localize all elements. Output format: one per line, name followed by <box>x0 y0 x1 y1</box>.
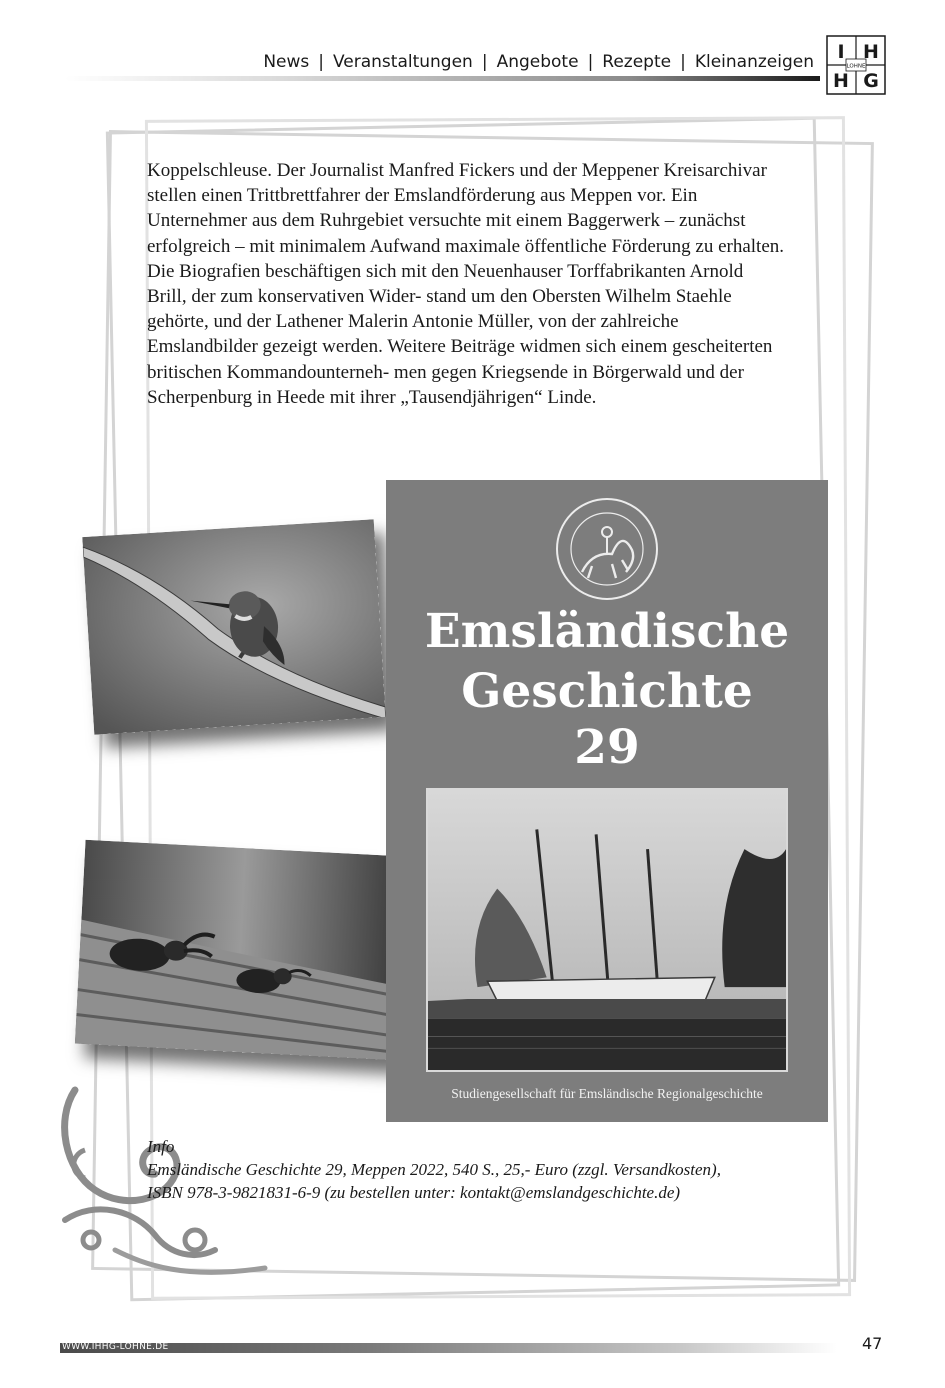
cover-title: Emsländische <box>424 604 790 659</box>
stag-beetle-photo <box>75 840 405 1060</box>
article-text: Koppelschleuse. Der Journalist Manfred Fickers und der Meppener Kreisarchivar stellen einen Trittbrettfahrer der Emslandförderung aus Meppen vor. Ein Unternehmer aus dem Ruhrgebiet versuchte mit einem Baggerwerk – zunächst erfolgreich – mit minimalem Aufwand maximale öffentliche Förderung zu erhalten. Die Biografien beschäftigen sich mit den Neuenhauser Torffabrikanten Arnold Brill, der zum konservativen Wider- stand um den Obersten Wilhelm Staehle gehörte, und der Lathener Malerin Antonie Müller, von der zahlreiche Emslandbilder gezeigt werden. Weitere Beiträge widmen sich einem gescheiterten britischen Kommandounterneh- men gegen Kriegsende in Börgerwald und der Scherpenburg in Heede mit ihrer „Tausendjährigen“ Linde. <box>147 160 785 408</box>
nav-veranstaltungen[interactable]: Veranstaltungen <box>332 52 473 72</box>
logo-letter: G <box>863 70 879 92</box>
nav-separator: | <box>481 52 488 72</box>
info-heading: Info <box>147 1137 175 1156</box>
info-line: ISBN 978-3-9821831-6-9 (zu bestellen unter: kontakt@emslandgeschichte.de) <box>147 1183 681 1202</box>
logo-letter: H <box>833 70 849 92</box>
footer-website-link[interactable]: WWW.IHHG-LOHNE.DE <box>62 1342 169 1352</box>
logo-letter: I <box>837 41 845 63</box>
ihhg-logo[interactable] <box>826 35 886 95</box>
header-rule <box>65 76 820 81</box>
cover-title: Geschichte <box>461 664 753 719</box>
book-cover <box>386 480 828 1122</box>
kingfisher-photo <box>82 519 386 734</box>
cover-volume-number: 29 <box>574 720 640 775</box>
info-line: Emsländische Geschichte 29, Meppen 2022, 540 S., 25,- Euro (zzgl. Versandkosten), <box>147 1160 721 1179</box>
page-number: 47 <box>862 1334 883 1353</box>
info-box <box>147 1135 827 1204</box>
nav-separator: | <box>318 52 324 72</box>
nav-angebote[interactable]: Angebote <box>496 52 579 72</box>
sailing-ship-photo <box>426 788 788 1072</box>
nav-rezepte[interactable]: Rezepte <box>602 52 672 72</box>
nav-news[interactable]: News <box>263 52 310 72</box>
footer-bar <box>60 1343 837 1353</box>
cover-publisher: Studiengesellschaft für Emsländische Regionalgeschichte <box>451 1086 763 1101</box>
nav-separator: | <box>587 52 594 72</box>
seal-emblem <box>552 494 662 604</box>
nav-kleinanzeigen[interactable]: Kleinanzeigen <box>694 52 814 72</box>
top-navigation <box>263 52 814 72</box>
logo-center-text: LOHNE <box>846 63 866 70</box>
nav-separator: | <box>680 52 686 72</box>
logo-letter: H <box>863 41 879 63</box>
